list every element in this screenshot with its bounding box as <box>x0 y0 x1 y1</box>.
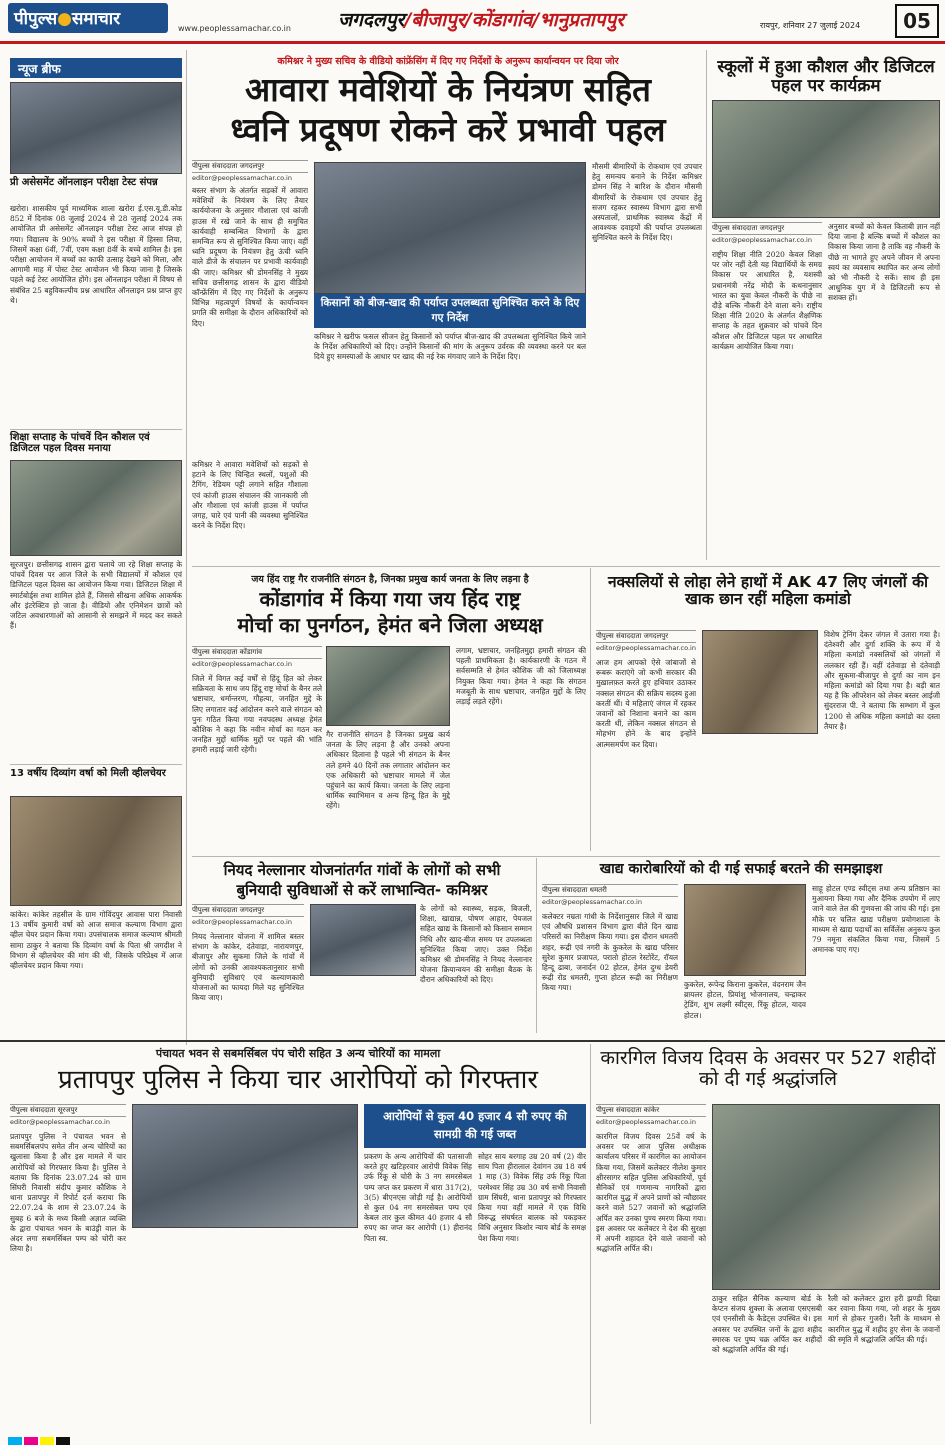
brief-1-title: प्री असेसमेंट ऑनलाइन परीक्षा टेस्ट संपन्न <box>10 177 158 188</box>
naxal-text-2: विशेष ट्रेनिंग देकर जंगल में उतारा गया है। दंतेश्वरी और दुर्गा शक्ति के रूप में ये महिला कमांडो नक्सलियों को जंगलों में ललकार रही हैं। वहीं दंतेवाड़ा से दंतेवाड़ी और सुकमा-बीजापुर से दुर्गा का नाम इन महिला कमांडो को दिया गया है। बड़ी बात यह है कि ऑपरेशन को लेकर बस्तर आईजी सुंदरराज पी. ने बताया कि सम्भाग में कुल 1200 से अधिक महिला कमांडो का दस्ता तैयार है। <box>824 630 940 731</box>
news-brief-title: न्यूज ब्रीफ <box>18 62 61 76</box>
kondagaon-photo <box>326 646 450 726</box>
kargil-text-3: रैली को कलेक्टर द्वारा हरी झण्डी दिखा कर रवाना किया गया, जो शहर के मुख्य मार्ग से होकर गुजरी। रैली के माध्यम से कारगिल युद्ध में शहीद हुए सेना के जवानों की स्मृति में श्रद्धांजलि अर्पित की गई। <box>828 1294 940 1344</box>
kondagaon-headline-2: मोर्चा का पुनर्गठन, हेमंत बने जिला अध्यक्ष <box>237 613 543 637</box>
pratappur-headline: प्रतापपुर पुलिस ने किया चार आरोपियों को गिरफ्तार <box>57 1065 539 1095</box>
lead-text-1: बस्तर संभाग के अंतर्गत सड़कों में आवारा मवेशियों के नियंत्रण के लिए तैयार कार्ययोजना के अनुसार गौशाला एवं कांजी हाउस में रखे जाने के साथ ही समुचित कार्यवाही सम्बन्धित विभागों के द्वारा समन्वित रूप से सुनिश्चित किया जाए। वहीं ध्वनि प्रदूषण के नियंत्रण हेतु ऊंची ध्वनि वाले डीजे के संचालन पर प्रभावी कार्यवाही की जाए। कमिश्नर श्री डोमनसिंह ने मुख्य सचिव छत्तीसगढ़ शासन के द्वारा वीडियो कॉन्फ्रेंसिंग में दिए गए निर्देशों के अनुरूप विभिन्न महत्वपूर्ण विषयों के कार्यान्वयन प्रगति की समीक्षा के दौरान अधिकारियों को दिए। <box>192 186 308 328</box>
date-line: रायपुर, शनिवार 27 जुलाई 2024 <box>760 21 861 30</box>
food-headline: खाद्य कारोबारियों को दी गई सफाई बरतने की समझाइश <box>599 861 883 877</box>
lead-kicker: कमिश्नर ने मुख्य सचिव के वीडियो कांफ्रेंसिंग में दिए गए निर्देशों के अनुरूप कार्यान्वयन पर दिया जोर <box>277 56 619 67</box>
food-text-1: कलेक्टर नम्रता गांधी के निर्देशानुसार जिले में खाद्य एवं औषधि प्रशासन विभाग द्वारा बीते दिन खाद्य परिसरों का निरीक्षण किया गया। इस दौरान धमतरी शहर, रूद्री एवं नगरी के कुकरेल के खाद्य परिसर सुरेश कुमार प्रजापत, परातो होटल रेस्टोरेंट, रॉयल हिन्दू ढाबा, जनार्दन 02 होटल, हेमंत दुग्ध डेयरी रूद्री रोड धमतरी, गुप्ता होटल रूद्री का निरीक्षण किया गया। <box>542 912 678 993</box>
naxal-email[interactable]: editor@peoplessamachar.co.in <box>596 644 696 652</box>
pratappur-seizure-box: आरोपियों से कुल 40 हजार 4 सौ रुपए की सामग्री की गई जब्त <box>364 1104 586 1148</box>
kondagaon-text-2: गैर राजनीति संगठन है जिनका प्रमुख कार्य जनता के लिए लड़ना है और उनको अपना अधिकार दिलाना है पहले भी संगठन के बैनर तले हमने 40 दिनों तक लगातार आंदोलन कर एक अधिकारी को भ्रष्टाचार मामले में जेल पहुंचाने का कार्य किया। जनता के लिए लड़ना धार्मिक स्वाभिमान व अन्य हिन्दू हित के मुद्दे रहेंगे। <box>326 730 450 811</box>
kondagaon-email[interactable]: editor@peoplessamachar.co.in <box>192 660 292 668</box>
pratappur-text-3: सोहर साय बरगाह उम्र 20 वर्ष (2) वीर साय पिता हीरालाल देवांगन उम्र 18 वर्ष 1 माह (3) विवेक सिंह उर्फ रिंकू पिता परमेश्वर सिंह उम्र 30 वर्ष सभी निवासी ग्राम सिंघरी, थाना प्रतापपुर को गिरफ्तार किया गया वहीं मामले में एक विधि विरूद्ध संघर्षरत बालक को पकड़कर विधि अनुसार किशोर न्याय बोर्ड के समक्ष पेश किया गया। <box>478 1152 586 1243</box>
pratappur-byline: पीपुल्स संवाददाता सूरजपुर <box>10 1104 126 1117</box>
color-registration-strip <box>8 1430 937 1440</box>
skills-email[interactable]: editor@peoplessamachar.co.in <box>712 236 812 244</box>
food-email[interactable]: editor@peoplessamachar.co.in <box>542 898 642 906</box>
site-url[interactable]: www.peoplessamachar.co.in <box>178 24 291 33</box>
skills-byline: पीपुल्स संवाददाता जगदलपुर <box>712 222 822 235</box>
news-brief-label <box>10 58 182 78</box>
naxal-headline: नक्सलियों से लोहा लेने हाथों में AK 47 लिए जंगलों की खाक छान रहीं महिला कमांडो <box>607 573 929 609</box>
brief-1-text: खरोरा। शासकीय पूर्व माध्यमिक शाला खरोरा ई.एस.यू.डी.कोड 852 में दिनांक 08 जुलाई 2024 से 28 जुलाई 2024 तक आयोजित प्री असेसमेंट ऑनलाइन परीक्षा टेस्ट आज संपन्न हो गया। विद्यालय के 90% बच्चों ने इस परीक्षा में हिस्सा लिया, जिसमें कक्षा 6वीं, 7वीं, एवम कक्षा 8वीं के बच्चे शामिल है। इस परीक्षा आयोजन में बच्चों का काफी उत्साह देखने को मिला, और आगामी माह में पोस्ट टेस्ट आयोजन भी किया जाना है जिसके पहले कई टेस्ट आयोजित होंगे। इस ऑनलाइन परीक्षा में विषय से संबंधित 25 बहुविकल्पीय प्रश्न आधारित ऑनलाइन प्रश्न प्राप्त हुए थे। <box>10 204 182 305</box>
pratappur-photo <box>132 1104 358 1228</box>
lead-email[interactable]: editor@peoplessamachar.co.in <box>192 174 292 182</box>
skills-text-2: अनुसार बच्चों को केवल किताबी ज्ञान नहीं दिया जाना है बल्कि बच्चों में कौशल का विकास किया जाना है ताकि वह नौकरी के पीछे ना भागते हुए अपने जीवन में अपना स्वयं का व्यवसाय स्थापित कर अन्य लोगों को भी नौकरी दे सकें। साथ ही इस आधुनिक युग में वे डिजिटली रूप से सशक्त हों। <box>828 222 940 303</box>
lead-headline-2: ध्वनि प्रदूषण रोकने करें प्रभावी पहल <box>230 110 666 149</box>
naxal-byline: पीपुल्स संवाददाता जगदलपुर <box>596 630 696 643</box>
naxal-text-1b <box>702 738 818 850</box>
niyad-photo <box>310 904 416 976</box>
skills-headline: स्कूलों में हुआ कौशल और डिजिटल पहल पर कार्यक्रम <box>717 57 935 97</box>
kargil-photo <box>712 1104 940 1290</box>
pratappur-kicker: पंचायत भवन से सबमर्सिबल पंप चोरी सहित 3 अन्य चोरियों का मामला <box>155 1047 441 1060</box>
food-photo <box>684 884 806 976</box>
naxal-photo <box>702 630 818 734</box>
kargil-text-1: कारगिल विजय दिवस 25वें वर्ष के अवसर पर आज पुलिस अधीक्षक कार्यालय परिसर में कारगिल का आयोजन किया गया, जिसमें कलेक्टर नीलेश कुमार क्षीरसागर सहित पुलिस अधिकारियों, पूर्व सैनिकों एवं गणमान्य नागरिकों द्वारा कारगिल युद्ध में अपने प्राणों को न्यौछावर करने वाले 527 जवानों को श्रद्धांजलि अर्पित कर उनका पुण्य स्मरण किया गया। इस अवसर पर कलेक्टर ने देश की सुरक्षा में अपनी शहादत देने वाले जवानों को श्रद्धांजलि अर्पित की। <box>596 1132 706 1254</box>
niyad-byline: पीपुल्स संवाददाता जगदलपुर <box>192 904 304 917</box>
lead-text-2: कमिश्नर ने आवारा मवेशियों को सड़कों से हटाने के लिए चिन्हित स्थलों, पशुओं की टैगिंग, रेडियम पट्टी लगाने सहित गौशाला एवं कांजी हाउस संचालन की जानकारी ली और गौशाला एवं कांजी हाउस में पर्याप्त जगह, चारे एवं पानी की व्यवस्था सुनिश्चित करने के निर्देश दिए। <box>192 460 308 531</box>
niyad-headline-2: बुनियादी सुविधाओं से करें लाभान्वित- कमिश्नर <box>236 881 488 899</box>
food-byline: पीपुल्स संवाददाता धमतरी <box>542 884 678 897</box>
lead-photo-caption: किसानों को बीज-खाद की पर्याप्त उपलब्धता सुनिश्चित करने के दिए गए निर्देश <box>314 294 586 328</box>
food-text-2: कुकरेल, रूपेन्द्र किराना कुकरेल, वंदनराम जैन ब्रायलर होटल, प्रियांशु भोजनालय, चन्द्राकर ट्रेडिंग, शुभ लक्ष्मी स्वीट्स, रिंकू होटल, यादव होटल। <box>684 980 806 1020</box>
pratappur-text-1: प्रतापपुर पुलिस ने पंचायत भवन से सबमर्सिबलपंप समेत तीन अन्य चोरियों का खुलासा किया है और इस मामले में चार आरोपियों को गिरफ्तार किया है। पुलिस ने बताया कि दिनांक 23.07.24 को ग्राम सिंघरी निवासी संदीप कुमार कौशिक ने थाना प्रतापपुर में रिपोर्ट दर्ज कराया कि 22.07.24 के शाम से 23.07.24 के सुबह 6 बजे के मध्य किसी अज्ञात व्यक्ति के द्वारा पंचायत भवन के बाउंड्री वाल के अंदर लगा सबमर्सिबल पम्प को चोरी कर लिया है। <box>10 1132 126 1254</box>
lead-byline: पीपुल्स संवाददाता जगदलपुर <box>192 160 308 173</box>
pratappur-text-1b <box>132 1232 358 1422</box>
brief-photo-exam <box>10 82 182 174</box>
niyad-email[interactable]: editor@peoplessamachar.co.in <box>192 918 292 926</box>
kargil-headline: कारगिल विजय दिवस के अवसर पर 527 शहीदों को दी गई श्रद्धांजलि <box>600 1047 936 1091</box>
brief-3-text: कांकेर। कांकेर तहसील के ग्राम गोविंदपुर आवास पारा निवासी 13 वर्षीय कुमारी वर्षा को आज समाज कल्याण विभाग द्वारा व्हील चेयर प्रदान किया गया। उपसंचालक समाज कल्याण श्रीमती सामा ठाकुर ने बताया कि दिव्यांग वर्षा के पिता श्री जगदीश ने विभाग से व्हीलचेयर की मांग की थी, जिसके परिप्रेक्ष्य में आज व्हीलचेयर प्रदान किया गया। <box>10 910 182 971</box>
skills-text-1: राष्ट्रीय शिक्षा नीति 2020 केवल शिक्षा पर जोर नहीं देती यह विद्यार्थियों के समग्र विकास पर आधारित है, यशस्वी प्रधानमंत्री नरेंद्र मोदी के कथनानुसार भारत का युवा केवल नौकरी के पीछे ना दौड़े बल्कि नौकरी देने वाला बने। राष्ट्रीय शिक्षा नीति 2020 के अंतर्गत शैक्षणिक सप्ताह के तहत शुक्रवार को पांचवे दिन कौशल और डिजिटल पहल पर आधारित कार्यक्रम आयोजित किया गया। <box>712 250 822 351</box>
lead-text-4: मौसमी बीमारियों के रोकथाम एवं उपचार हेतु समन्वय बनाने के निर्देश कमिश्नर डोमन सिंह ने बारिश के दौरान मौसमी बीमारियों के रोकथाम एवं उपचार हेतु सजग रहकर स्वास्थ्य विभाग द्वारा सभी अस्पतालों, प्राथमिक स्वास्थ्य केंद्रों में आवश्यक दवाइयों की पर्याप्त उपलब्धता सुनिश्चित करने के निर्देश दिए। <box>592 162 702 243</box>
page-number: 05 <box>895 4 939 38</box>
brief-2-text: सूरजपुर। छत्तीसगढ़ शासन द्वारा चलाये जा रहे शिक्षा सप्ताह के पांचवें दिवस पर आज जिले के सभी विद्यालयों में कौशल एवं डिजिटल पहल दिवस का आयोजन किया गया। डिजिटल शिक्षा में स्मार्टबोर्ड्स तथा शामिल होते हैं, जिससे सीखना अधिक आकर्षक और इंटरेक्टिव हो जाता है। वीडियो और एनिमेशन छात्रों को जटिल अवधारणाओं को आसानी से समझने में मदद कर सकते हैं। <box>10 560 182 631</box>
brief-photo-school <box>10 460 182 556</box>
naxal-text-1: आज हम आपको ऐसे जांबाजों से रूबरू कराएंगे जो कभी सरकार की मुख़ालफ़त करते हुए हथियार उठाकर नक्सल संगठन की सक्रिय सदस्य हुआ करतीं थीं। ये महिलाएं जंगल में रहकर जवानों को निशाना बनाने का काम करती थीं, लेकिन नक्सल संगठन से मोहभंग होने के बाद इन्होंने आत्मसमर्पण कर दिया। <box>596 658 696 749</box>
niyad-text-2: के लोगों को स्वास्थ्य, सड़क, बिजली, शिक्षा, खाद्यान्न, पोषण आहार, पेयजल सहित खाद्य के किसानों को किसान सम्मान निधि और खाद-बीज समय पर उपलब्धता सुनिश्चित किया जाए। उक्त निर्देश कमिश्नर श्री डोमनसिंह ने नियद नेल्लानार योजना क्रियान्वयन की समीक्षा बैठक के दौरान अधिकारियों को दिए। <box>420 904 532 985</box>
brief-photo-wheelchair <box>10 796 182 906</box>
lead-text-3: कमिश्नर ने खरीफ फसल सीजन हेतु किसानों को पर्याप्त बीज-खाद की उपलब्धता सुनिश्चित किये जाने के निर्देश अधिकारियों को दिए। उन्होंने किसानों की मांग के अनुरूप उर्वरक की व्यवस्था करने पर बल दिये हुए समस्याओं के आधार पर खाद की नई रेक मंगवाए जाने के निर्देश दिए। <box>314 332 586 362</box>
niyad-headline-1: नियद नेल्लानार योजनांतर्गत गांवों के लोगों को सभी <box>223 861 501 879</box>
kargil-text-2: ठाकुर सहित सैनिक कल्याण बोर्ड के केप्टन संजय शुक्ला के अलावा एसएसबी एवं एनसीसी के कैडेट्स उपस्थित थे। इस अवसर पर उपस्थित जनों के द्वारा शहीद स्मारक पर पुष्प चक्र अर्पित कर शहीदों को श्रद्धांजलि अर्पित की गई। <box>712 1294 822 1355</box>
lead-headline-1: आवारा मवेशियों के नियंत्रण सहित <box>245 70 651 109</box>
kondagaon-kicker: जय हिंद राष्ट्र गैर राजनीति संगठन है, जिनका प्रमुख कार्य जनता के लिए लड़ना है <box>251 574 529 585</box>
niyad-text-1: नियद नेल्लानार योजना में शामिल बस्तर संभाग के कांकेर, दंतेवाड़ा, नारायणपुर, बीजापुर और सुकमा जिले के गांवों में लोगों को उनकी आवश्यकतानुसार सभी बुनियादी सुविधाएं एवं कल्याणकारी योजनाओं का फायदा मिले यह सुनिश्चित किया जाए। <box>192 932 304 1003</box>
kargil-byline: पीपुल्स संवाददाता कांकेर <box>596 1104 706 1117</box>
masthead <box>0 0 945 44</box>
kondagaon-headline-1: कोंडागांव में किया गया जय हिंद राष्ट्र <box>259 587 521 611</box>
pratappur-text-2: प्रकरण के अन्य आरोपियों की पतासाजी करते हुए खटिहरवार आरोपी विवेक सिंह उर्फ रिंकू से चोरी के 3 नग समरसेबल पम्प जप्त कर प्रकरण में धारा 317(2), 3(5) बीएनएस जोड़ी गई है। आरोपियों से कुल 04 नग समरसेबल पम्प एवं केबल तार कुल कीमत 40 हजार 4 सौ रुपए का जप्त कर आरोपी (1) हीरानंद पिता स्व. <box>364 1152 472 1243</box>
skills-photo <box>712 100 940 218</box>
kondagaon-byline: पीपुल्स संवाददाता कोंडागांव <box>192 646 322 659</box>
kondagaon-text-3: लगाम, भ्रष्टाचार, जनहितमुद्दा हमारी संगठन की पहली प्राथमिकता है। कार्यकारणी के गठन में सर्वसम्मति से हेमंत कौशिक जी को जिलाध्यक्ष नियुक्त किया गया। हेमंत ने कहा कि संगठन मजबूती के साथ भ्रष्टाचार, जनहित मुद्दों के लिए लड़ाई लड़ते रहेंगे। <box>456 646 586 707</box>
food-text-3: साहू होटल एण्ड स्वीट्स तथा अन्य प्रतिष्ठान का मुआयना किया गया और दैनिक उपयोग में लाए जाने वाले तेल की गुणवत्ता की जांच की गई। इस मौके पर चलित खाद्य परीक्षण प्रयोगशाला के माध्यम से खाद्य पदार्थों का सर्विलेंस अनुरूप कुल 79 नमूना संकलित किया गया, जिसमें 5 अमानक पाए गए। <box>812 884 940 955</box>
brief-2-title: शिक्षा सप्ताह के पांचवें दिन कौशल एवं डिजिटल पहल दिवस मनाया <box>10 432 150 455</box>
lead-photo-meeting <box>314 162 586 294</box>
kondagaon-text-1: जिले में विगत कई वर्षों से हिंदू हित को लेकर सक्रियता के साथ जय हिंदू राष्ट्र मोर्चा के बैनर तले भ्रष्टाचार, धर्मान्तरण, गौहत्या, जनहित मुद्दे के लिए लगातार कई आंदोलन करने वाले संगठन को पुनः गठित किया गया नवपदस्थ अध्यक्ष हेमंत कौशिक ने कहा कि नवीन मोर्चा का गठन कर जनहित मुद्दों धार्मिक मुद्दों पर पहले की भांति हमारी लड़ाई जारी रहेगी। <box>192 674 322 755</box>
pratappur-email[interactable]: editor@peoplessamachar.co.in <box>10 1118 110 1126</box>
brief-3-title: 13 वर्षीय दिव्यांग वर्षा को मिली व्हीलचेयर <box>10 768 166 779</box>
kargil-email[interactable]: editor@peoplessamachar.co.in <box>596 1118 696 1126</box>
logo-text: पीपुल्स●समाचार <box>14 9 121 29</box>
edition-cities: जगदलपुर/बीजापुर/कोंडागांव/भानुप्रतापपुर <box>338 9 625 31</box>
